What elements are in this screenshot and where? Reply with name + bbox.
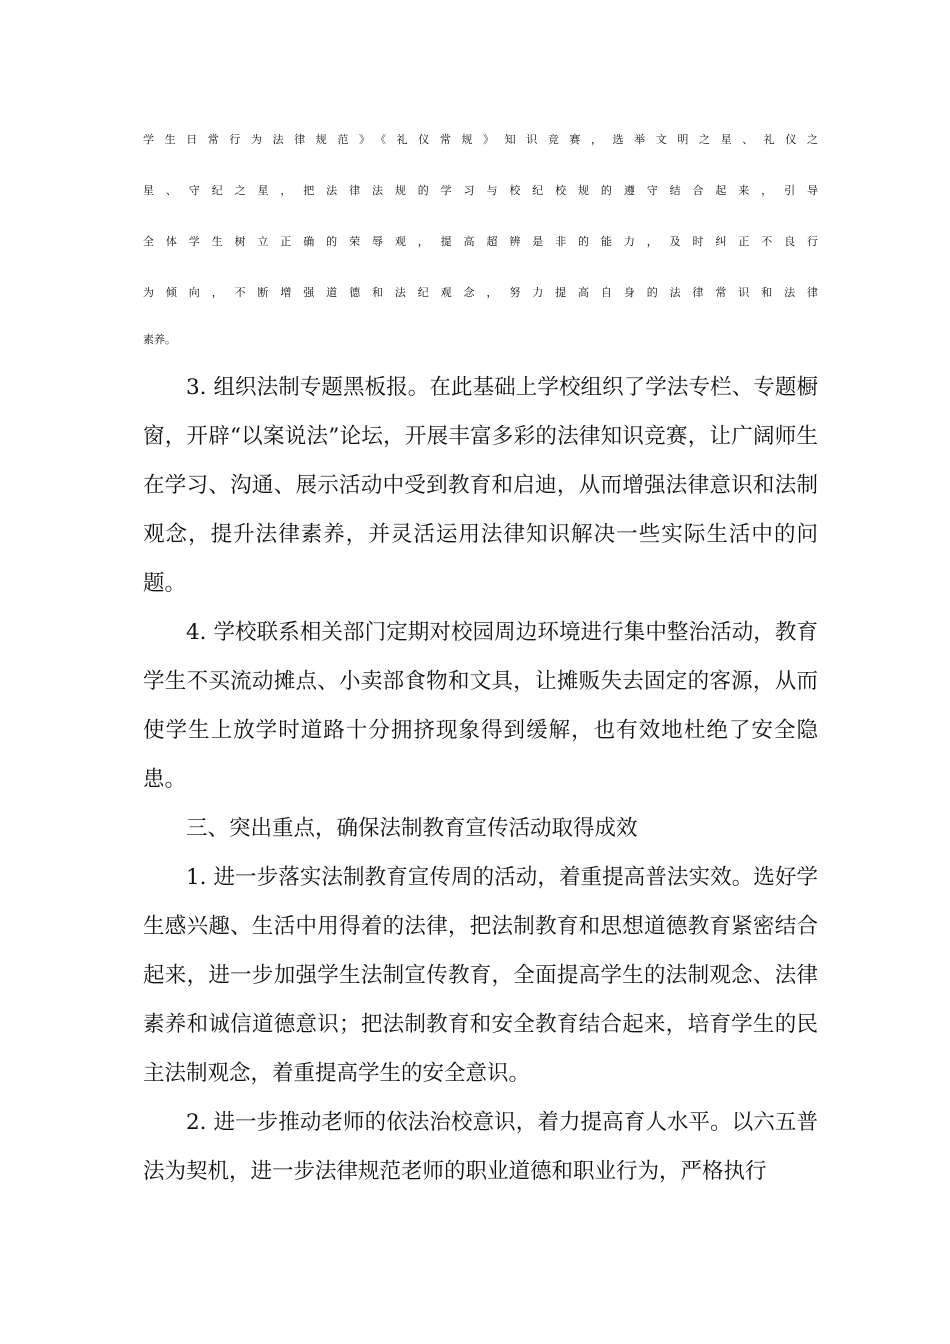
top-text-line-4: 为倾向，不断增强道德和法纪观念，努力提高自身的法律常识和法律	[143, 286, 818, 299]
paragraph-section-item-1: 1. 进一步落实法制教育宣传周的活动，着重提高普法实效。选好学生感兴趣、生活中用得着的法律，把法制教育和思想道德教育紧密结合起来，进一步加强学生法制宣传教育，全面提高学生的法制观念、法律素养和诚信道德意识；把法制教育和安全教育结合起来，培育学生的民主法制观念，着重提高学生的安全意识。	[143, 865, 818, 1086]
top-text-line-1: 学生日常行为法律规范》《礼仪常规》知识竞赛，选举文明之星、礼仪之	[143, 133, 818, 146]
section-heading: 三、突出重点，确保法制教育宣传活动取得成效	[186, 816, 638, 841]
paragraph-item-3: 3. 组织法制专题黑板报。在此基础上学校组织了学法专栏、专题橱窗，开辟“以案说法”论坛，开展丰富多彩的法律知识竞赛，让广阔师生在学习、沟通、展示活动中受到教育和启迪，从而增强法律意识和法制观念，提升法律素养，并灵活运用法律知识解决一些实际生活中的问题。	[143, 375, 818, 596]
top-text-line-3: 全体学生树立正确的荣辱观，提高超辨是非的能力，及时纠正不良行	[143, 235, 818, 248]
top-text-line-5: 素养。	[143, 333, 176, 346]
paragraph-item-4: 4. 学校联系相关部门定期对校园周边环境进行集中整治活动，教育学生不买流动摊点、小卖部食物和文具，让摊贩失去固定的客源，从而使学生上放学时道路十分拥挤现象得到缓解，也有效地杜绝了安全隐患。	[143, 620, 818, 792]
document-body	[143, 363, 818, 1196]
top-text-line-2: 星、守纪之星，把法律法规的学习与校纪校规的遵守结合起来，引导	[143, 184, 818, 197]
paragraph-section-item-2: 2. 进一步推动老师的依法治校意识，着力提高育人水平。以六五普法为契机，进一步法律规范老师的职业道德和职业行为，严格执行	[143, 1110, 818, 1184]
